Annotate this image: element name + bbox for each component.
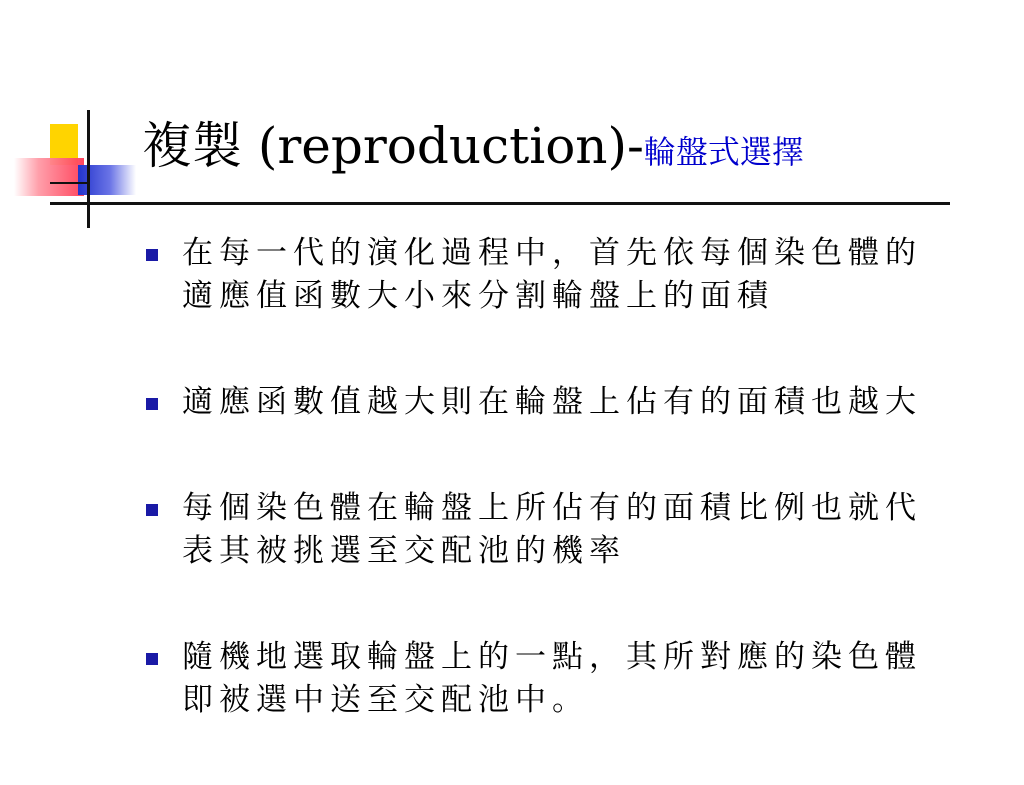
square-bullet-icon	[146, 504, 158, 516]
bullet-item	[144, 636, 984, 722]
bullet-line: 適應函數值越大則在輪盤上佔有的面積也越大	[182, 384, 922, 420]
title-underline	[50, 202, 950, 205]
bullet-item	[144, 232, 984, 318]
bullet-item	[144, 487, 984, 573]
red-gradient-bar	[14, 158, 84, 196]
bullet-line: 每個染色體在輪盤上所佔有的面積比例也就代	[182, 490, 922, 526]
bullet-list	[144, 232, 984, 785]
short-rule	[50, 182, 90, 184]
bullet-line: 在每一代的演化過程中，首先依每個染色體的	[182, 235, 922, 271]
bullet-line: 即被選中送至交配池中。	[182, 682, 589, 718]
title-main: 複製 (reproduction)-	[142, 117, 644, 175]
square-bullet-icon	[146, 249, 158, 261]
square-bullet-icon	[146, 398, 158, 410]
bullet-line: 表其被挑選至交配池的機率	[182, 533, 626, 569]
square-bullet-icon	[146, 653, 158, 665]
bullet-item	[144, 381, 984, 424]
vertical-rule	[87, 110, 90, 228]
slide-title	[142, 116, 804, 182]
bullet-line: 適應值函數大小來分割輪盤上的面積	[182, 278, 774, 314]
title-suffix: 輪盤式選擇	[643, 133, 804, 171]
bullet-line: 隨機地選取輪盤上的一點，其所對應的染色體	[182, 639, 922, 675]
